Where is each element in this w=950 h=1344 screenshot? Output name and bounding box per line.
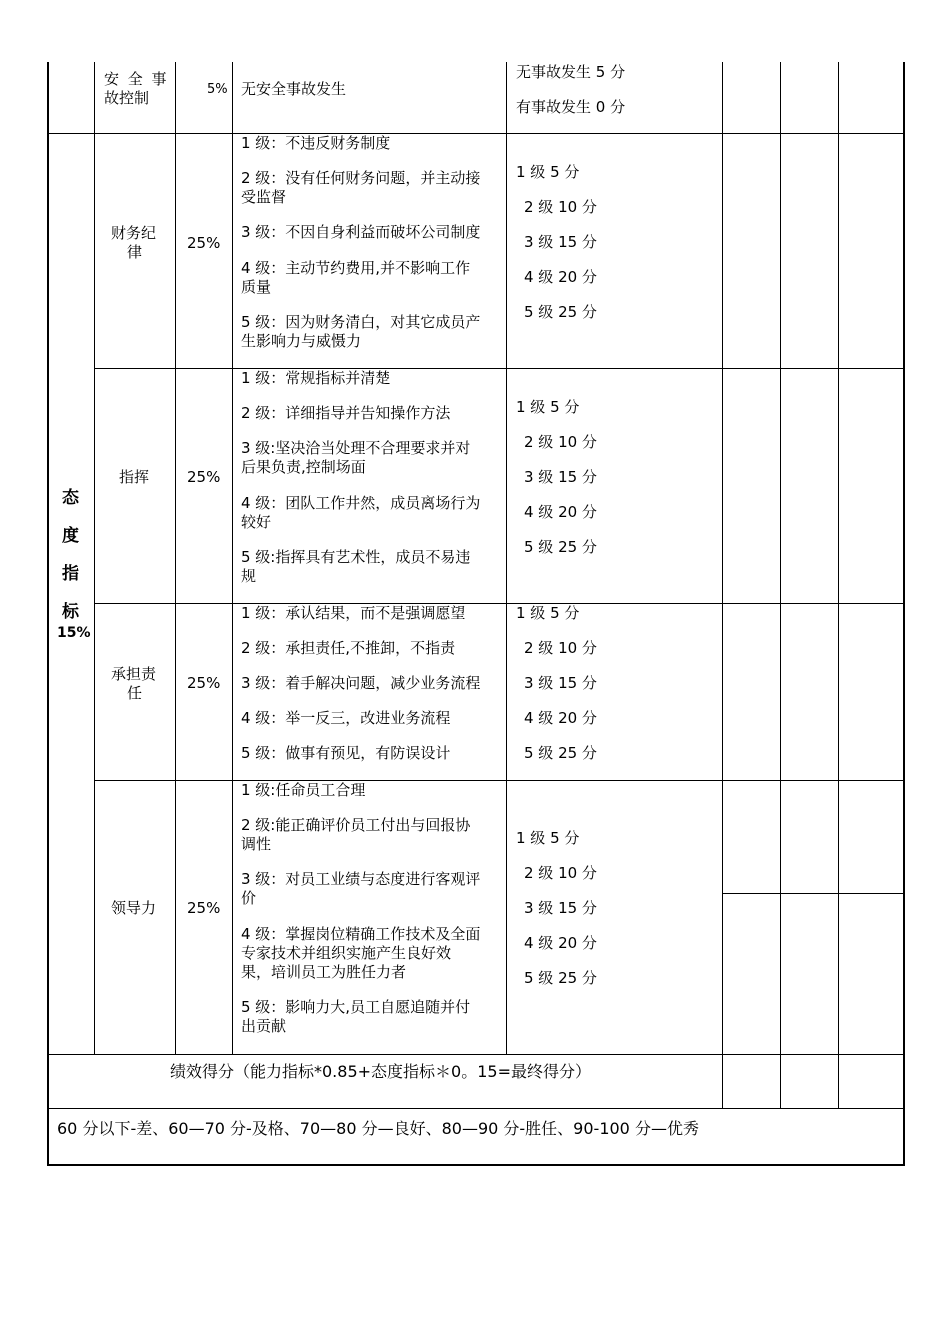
grid-col-category: [94, 62, 95, 1054]
leadership-score-3: 3 级 15 分: [524, 899, 597, 917]
finance-level-2a: 2 级：没有任何财务问题，并主动接: [241, 169, 481, 187]
responsibility-score-1: 1 级 5 分: [516, 604, 580, 622]
finance-score-1: 1 级 5 分: [516, 163, 580, 181]
attitude-char-1: 态: [62, 488, 79, 508]
responsibility-level-5: 5 级：做事有预见，有防误设计: [241, 744, 451, 762]
grid-row-leadership-bottom: [47, 1054, 904, 1055]
responsibility-score-2: 2 级 10 分: [524, 639, 597, 657]
grid-col-extra1: [780, 62, 781, 1108]
grid-col-name: [175, 62, 176, 1054]
attitude-char-3: 指: [62, 564, 79, 584]
finance-level-2b: 受监督: [241, 188, 287, 206]
command-score-2: 2 级 10 分: [524, 433, 597, 451]
safety-name-line2: 故控制: [104, 89, 150, 107]
responsibility-level-1: 1 级：承认结果，而不是强调愿望: [241, 604, 466, 622]
leadership-score-2: 2 级 10 分: [524, 864, 597, 882]
command-level-1: 1 级：常规指标并清楚: [241, 369, 391, 387]
attitude-weight: 15%: [57, 625, 91, 641]
command-weight: 25%: [187, 468, 221, 486]
finance-level-1: 1 级：不违反财务制度: [241, 134, 391, 152]
command-score-3: 3 级 15 分: [524, 468, 597, 486]
finance-name-line1: 财务纪: [111, 224, 157, 242]
command-score-4: 4 级 20 分: [524, 503, 597, 521]
grid-row-formula-bottom: [47, 1108, 904, 1109]
command-name: 指挥: [119, 468, 150, 486]
finance-name-line2: 律: [127, 243, 143, 261]
leadership-level-2b: 调性: [241, 835, 272, 853]
safety-score-2: 有事故发生 0 分: [516, 98, 626, 116]
responsibility-level-4: 4 级：举一反三，改进业务流程: [241, 709, 451, 727]
leadership-score-5: 5 级 25 分: [524, 969, 597, 987]
grid-right-border: [903, 62, 905, 1165]
finance-score-3: 3 级 15 分: [524, 233, 597, 251]
responsibility-level-3: 3 级：着手解决问题，减少业务流程: [241, 674, 481, 692]
leadership-level-4b: 专家技术并组织实施产生良好效: [241, 944, 452, 962]
command-level-3b: 后果负责,控制场面: [241, 458, 366, 476]
leadership-level-5a: 5 级：影响力大,员工自愿追随并付: [241, 998, 471, 1016]
command-level-4b: 较好: [241, 513, 272, 531]
finance-score-4: 4 级 20 分: [524, 268, 597, 286]
responsibility-name-line2: 任: [127, 684, 143, 702]
command-level-2: 2 级：详细指导并告知操作方法: [241, 404, 451, 422]
command-level-5a: 5 级:指挥具有艺术性，成员不易违: [241, 548, 471, 566]
grid-row-finance-bottom: [94, 368, 904, 369]
finance-level-4a: 4 级：主动节约费用,并不影响工作: [241, 259, 471, 277]
finance-weight: 25%: [187, 234, 221, 252]
finance-level-5a: 5 级：因为财务清白，对其它成员产: [241, 313, 481, 331]
leadership-level-4a: 4 级：掌握岗位精确工作技术及全面: [241, 925, 481, 943]
safety-score-1: 无事故发生 5 分: [516, 63, 626, 81]
responsibility-level-2: 2 级：承担责任,不推卸，不指责: [241, 639, 456, 657]
command-level-5b: 规: [241, 567, 257, 585]
leadership-level-3b: 价: [241, 889, 257, 907]
leadership-name: 领导力: [111, 899, 157, 917]
grid-row-responsibility-bottom: [94, 780, 904, 781]
finance-score-5: 5 级 25 分: [524, 303, 597, 321]
grid-row-leadership-split: [722, 893, 904, 894]
responsibility-score-5: 5 级 25 分: [524, 744, 597, 762]
finance-level-4b: 质量: [241, 278, 272, 296]
leadership-score-1: 1 级 5 分: [516, 829, 580, 847]
grid-row-safety-bottom: [47, 133, 904, 134]
safety-standard: 无安全事故发生: [241, 80, 347, 98]
grid-row-command-bottom: [94, 603, 904, 604]
grid-col-standard: [506, 62, 507, 1054]
finance-level-3: 3 级：不因自身利益而破坏公司制度: [241, 223, 481, 241]
responsibility-score-4: 4 级 20 分: [524, 709, 597, 727]
leadership-weight: 25%: [187, 899, 221, 917]
leadership-level-5b: 出贡献: [241, 1017, 287, 1035]
leadership-level-1: 1 级:任命员工合理: [241, 781, 366, 799]
attitude-char-4: 标: [62, 602, 79, 622]
finance-score-2: 2 级 10 分: [524, 198, 597, 216]
responsibility-score-3: 3 级 15 分: [524, 674, 597, 692]
command-score-5: 5 级 25 分: [524, 538, 597, 556]
grid-left-border: [47, 62, 49, 1165]
responsibility-name-line1: 承担责: [111, 665, 157, 683]
command-level-3a: 3 级:坚决洽当处理不合理要求并对: [241, 439, 471, 457]
command-level-4a: 4 级：团队工作井然，成员离场行为: [241, 494, 481, 512]
leadership-level-3a: 3 级：对员工业绩与态度进行客观评: [241, 870, 481, 888]
grid-table-bottom: [47, 1164, 905, 1166]
grid-col-extra2: [838, 62, 839, 1108]
command-score-1: 1 级 5 分: [516, 398, 580, 416]
attitude-char-2: 度: [62, 526, 79, 546]
grid-col-score: [722, 62, 723, 1108]
responsibility-weight: 25%: [187, 674, 221, 692]
leadership-level-4c: 果，培训员工为胜任力者: [241, 963, 407, 981]
safety-name-line1: 安 全 事: [104, 70, 169, 88]
grading-scale: 60 分以下-差、60—70 分-及格、70—80 分—良好、80—90 分-胜任、90-100 分—优秀: [57, 1119, 699, 1138]
performance-formula: 绩效得分（能力指标*0.85+态度指标＊0。15=最终得分）: [170, 1062, 591, 1081]
leadership-level-2a: 2 级:能正确评价员工付出与回报协: [241, 816, 471, 834]
safety-weight: 5%: [207, 82, 228, 97]
leadership-score-4: 4 级 20 分: [524, 934, 597, 952]
grid-col-weight: [232, 62, 233, 1054]
finance-level-5b: 生影响力与威慑力: [241, 332, 362, 350]
